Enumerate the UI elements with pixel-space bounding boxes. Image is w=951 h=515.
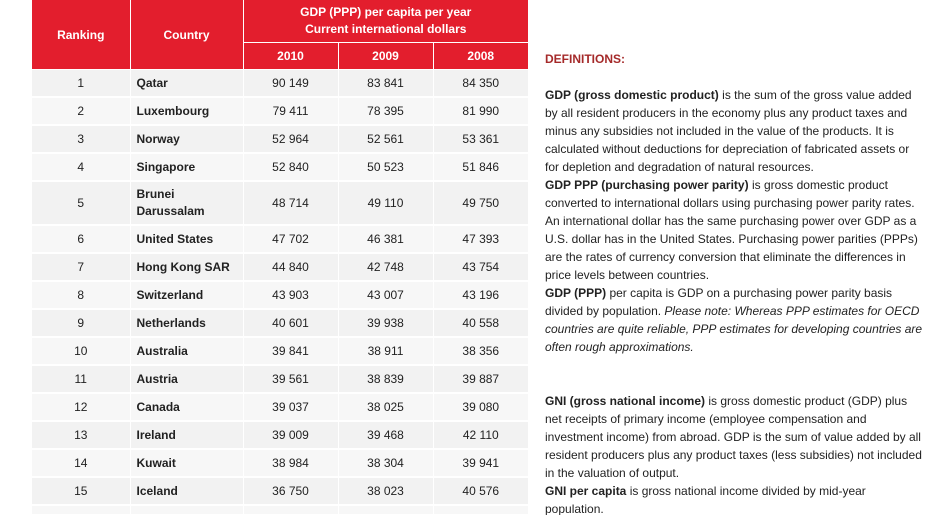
cell-ranking: 10	[32, 337, 130, 365]
definition-gdp-ppp-term: GDP PPP (purchasing power parity)	[545, 178, 749, 192]
table-row	[32, 337, 528, 365]
header-year-2008: 2008	[433, 43, 528, 70]
header-ranking: Ranking	[32, 0, 130, 70]
header-gdp-group	[243, 0, 528, 43]
cell-gdp-2010: 48 714	[243, 181, 338, 225]
table-row	[32, 97, 528, 125]
gdp-table	[32, 0, 528, 514]
table-row	[32, 181, 528, 225]
cell-gdp-2010: 39 009	[243, 421, 338, 449]
cell-gdp-2009: 78 395	[338, 97, 433, 125]
definition-gni-per-capita	[545, 482, 925, 515]
cell-country: Iceland	[130, 477, 243, 505]
cell-gdp-2008: 40 576	[433, 477, 528, 505]
cell-ranking: 7	[32, 253, 130, 281]
cell-gdp-2008: 84 350	[433, 70, 528, 98]
cell-gdp-2008: 42 110	[433, 421, 528, 449]
header-gdp-group-line2: Current international dollars	[305, 22, 467, 36]
cell-gdp-2010: 44 840	[243, 253, 338, 281]
definition-gni	[545, 392, 925, 482]
cell-ranking: 15	[32, 477, 130, 505]
cell-ranking: 1	[32, 70, 130, 98]
cell-gdp-2010: 90 149	[243, 70, 338, 98]
header-country: Country	[130, 0, 243, 70]
cell-gdp-2009: 38 839	[338, 365, 433, 393]
cell-country: Canada	[130, 393, 243, 421]
header-gdp-group-line1: GDP (PPP) per capita per year	[300, 5, 472, 19]
cell-gdp-2010: 39 037	[243, 393, 338, 421]
cell-gdp-2008: 43 754	[433, 253, 528, 281]
definition-gdp-per-capita	[545, 284, 925, 356]
cell-empty	[130, 505, 243, 514]
cell-gdp-2009: 39 938	[338, 309, 433, 337]
cell-gdp-2010: 36 750	[243, 477, 338, 505]
cell-gdp-2010: 40 601	[243, 309, 338, 337]
cell-country: Brunei Darussalam	[130, 181, 243, 225]
table-row	[32, 253, 528, 281]
cell-gdp-2010: 47 702	[243, 225, 338, 253]
cell-country: Kuwait	[130, 449, 243, 477]
table-row	[32, 70, 528, 98]
cell-country: Ireland	[130, 421, 243, 449]
cell-gdp-2009: 83 841	[338, 70, 433, 98]
cell-gdp-2008: 47 393	[433, 225, 528, 253]
cell-gdp-2009: 38 023	[338, 477, 433, 505]
cell-gdp-2008: 39 941	[433, 449, 528, 477]
cell-country: Switzerland	[130, 281, 243, 309]
definitions-block-gni	[545, 392, 925, 515]
cell-ranking: 3	[32, 125, 130, 153]
cell-country: Netherlands	[130, 309, 243, 337]
cell-gdp-2009: 50 523	[338, 153, 433, 181]
table-row	[32, 477, 528, 505]
definition-gni-per-capita-term: GNI per capita	[545, 484, 627, 498]
cell-gdp-2008: 51 846	[433, 153, 528, 181]
cell-ranking: 13	[32, 421, 130, 449]
cell-gdp-2008: 40 558	[433, 309, 528, 337]
table-body	[32, 70, 528, 515]
table-row	[32, 449, 528, 477]
cell-gdp-2010: 79 411	[243, 97, 338, 125]
cell-ranking: 12	[32, 393, 130, 421]
table-row	[32, 281, 528, 309]
cell-gdp-2008: 81 990	[433, 97, 528, 125]
cell-ranking: 4	[32, 153, 130, 181]
table-row	[32, 225, 528, 253]
cell-ranking: 14	[32, 449, 130, 477]
table-row	[32, 153, 528, 181]
cell-empty	[32, 505, 130, 514]
cell-gdp-2010: 39 561	[243, 365, 338, 393]
cell-country: United States	[130, 225, 243, 253]
cell-gdp-2010: 43 903	[243, 281, 338, 309]
cell-ranking: 5	[32, 181, 130, 225]
definition-gdp-ppp	[545, 176, 925, 284]
cell-gdp-2008: 38 356	[433, 337, 528, 365]
cell-ranking: 9	[32, 309, 130, 337]
cell-country: Singapore	[130, 153, 243, 181]
table-header	[32, 0, 528, 70]
cell-gdp-2010: 38 984	[243, 449, 338, 477]
cell-ranking: 8	[32, 281, 130, 309]
cell-gdp-2009: 46 381	[338, 225, 433, 253]
table-row	[32, 421, 528, 449]
table-row	[32, 393, 528, 421]
cell-empty	[433, 505, 528, 514]
definition-gni-text: is gross domestic product (GDP) plus net receipts of primary income (employee compensation and investment income) from abroad. GDP is the sum of value added by all resident producers plus any product taxes (less subsidies) not included in the valuation of output.	[545, 394, 922, 480]
cell-country: Austria	[130, 365, 243, 393]
definition-gdp-per-capita-term: GDP (PPP)	[545, 286, 607, 300]
cell-gdp-2009: 38 304	[338, 449, 433, 477]
cell-country: Australia	[130, 337, 243, 365]
header-year-2009: 2009	[338, 43, 433, 70]
cell-gdp-2009: 38 911	[338, 337, 433, 365]
definition-gdp-text: is the sum of the gross value added by all resident producers in the economy plus any product taxes and minus any subsidies not included in the value of the products. It is calculated without deductions for depreciation of fabricated assets or for depletion and degradation of natural resources.	[545, 88, 912, 174]
cell-gdp-2009: 39 468	[338, 421, 433, 449]
cell-gdp-2009: 52 561	[338, 125, 433, 153]
definition-gdp-ppp-text: is gross domestic product converted to international dollars using purchasing power parity rates. An international dollar has the same purchasing power over GDP as a U.S. dollar has in the United States. Purchasing power parities (PPPs) are the rates of currency conversion that eliminate the differences in price levels between countries.	[545, 178, 918, 282]
cell-gdp-2008: 39 887	[433, 365, 528, 393]
cell-country: Norway	[130, 125, 243, 153]
definitions-heading: DEFINITIONS:	[545, 52, 625, 66]
cell-gdp-2008: 39 080	[433, 393, 528, 421]
definitions-block-gdp	[545, 86, 925, 356]
cell-gdp-2010: 52 964	[243, 125, 338, 153]
definition-gdp-per-capita-note: Please note: Whereas PPP estimates for OECD countries are quite reliable, PPP estimates for developing countries are often rough approximations.	[545, 304, 923, 354]
definition-gdp-per-capita-text: per capita is GDP on a purchasing power parity basis divided by population.	[545, 286, 893, 318]
definition-gdp	[545, 86, 925, 176]
table-row	[32, 365, 528, 393]
cell-gdp-2009: 49 110	[338, 181, 433, 225]
cell-ranking: 2	[32, 97, 130, 125]
cell-empty	[338, 505, 433, 514]
cell-gdp-2010: 52 840	[243, 153, 338, 181]
cell-gdp-2009: 38 025	[338, 393, 433, 421]
cell-country: Luxembourg	[130, 97, 243, 125]
definition-gni-term: GNI (gross national income)	[545, 394, 706, 408]
cell-ranking: 11	[32, 365, 130, 393]
header-year-2010: 2010	[243, 43, 338, 70]
cell-country: Hong Kong SAR	[130, 253, 243, 281]
definition-gdp-term: GDP (gross domestic product)	[545, 88, 719, 102]
cell-gdp-2009: 42 748	[338, 253, 433, 281]
table-row-partial	[32, 505, 528, 514]
cell-ranking: 6	[32, 225, 130, 253]
table-row	[32, 309, 528, 337]
cell-gdp-2008: 43 196	[433, 281, 528, 309]
cell-gdp-2010: 39 841	[243, 337, 338, 365]
cell-gdp-2009: 43 007	[338, 281, 433, 309]
definition-gni-per-capita-text: is gross national income divided by mid-year population.	[545, 484, 866, 515]
cell-empty	[243, 505, 338, 514]
cell-gdp-2008: 53 361	[433, 125, 528, 153]
cell-country: Qatar	[130, 70, 243, 98]
table-row	[32, 125, 528, 153]
cell-gdp-2008: 49 750	[433, 181, 528, 225]
